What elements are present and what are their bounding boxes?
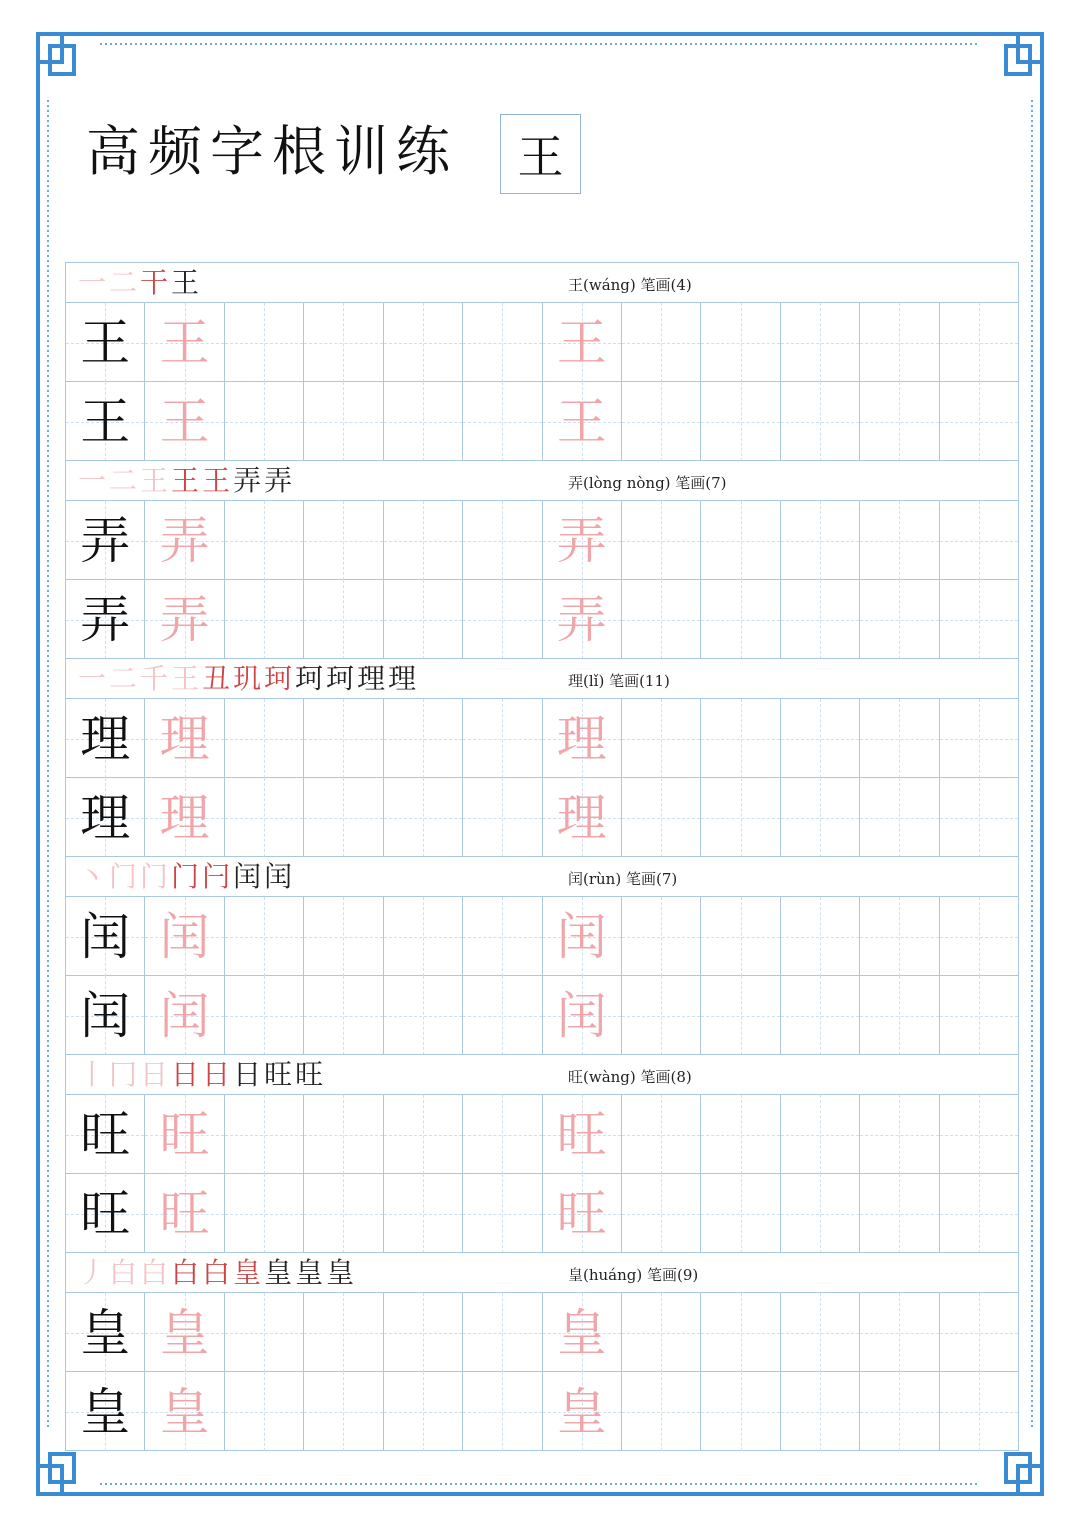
model-character: 王 bbox=[80, 313, 131, 372]
stroke-step: 理 bbox=[357, 662, 386, 695]
writing-cell[interactable] bbox=[860, 1174, 939, 1253]
writing-cell[interactable] bbox=[225, 501, 304, 580]
writing-cell[interactable] bbox=[940, 1372, 1019, 1451]
trace-character: 弄 bbox=[556, 511, 607, 570]
writing-cell[interactable] bbox=[225, 382, 304, 461]
writing-cell[interactable] bbox=[463, 976, 542, 1055]
writing-cell[interactable] bbox=[622, 1095, 701, 1174]
writing-cell[interactable] bbox=[940, 501, 1019, 580]
stroke-step: 丿 bbox=[78, 1256, 107, 1289]
practice-row bbox=[65, 1292, 1019, 1371]
trace-character: 王 bbox=[159, 313, 210, 372]
stroke-step: 一 bbox=[78, 266, 107, 299]
writing-cell[interactable] bbox=[543, 1372, 622, 1451]
writing-cell[interactable] bbox=[940, 1293, 1019, 1372]
stroke-step: 日 bbox=[233, 1058, 262, 1091]
writing-cell[interactable] bbox=[940, 580, 1019, 659]
writing-cell[interactable] bbox=[940, 382, 1019, 461]
trace-character: 弄 bbox=[159, 590, 210, 649]
writing-cell[interactable] bbox=[304, 580, 383, 659]
pinyin-stroke-count: 闰(rùn) 笔画(7) bbox=[568, 870, 678, 888]
writing-cell[interactable] bbox=[701, 382, 780, 461]
writing-cell[interactable] bbox=[304, 699, 383, 778]
trace-character: 理 bbox=[556, 788, 607, 847]
practice-row bbox=[65, 579, 1019, 658]
writing-cell[interactable] bbox=[384, 580, 463, 659]
trace-character: 旺 bbox=[159, 1105, 210, 1164]
writing-cell[interactable] bbox=[622, 1293, 701, 1372]
stroke-step: 旺 bbox=[264, 1058, 293, 1091]
stroke-step: 门 bbox=[140, 860, 169, 893]
writing-cell[interactable] bbox=[860, 501, 939, 580]
model-character: 弄 bbox=[80, 590, 131, 649]
writing-cell[interactable] bbox=[701, 976, 780, 1055]
trace-character: 皇 bbox=[556, 1303, 607, 1362]
trace-character: 闰 bbox=[556, 907, 607, 966]
writing-cell[interactable] bbox=[304, 778, 383, 857]
writing-cell[interactable] bbox=[463, 1174, 542, 1253]
writing-cell[interactable] bbox=[543, 897, 622, 976]
writing-cell[interactable] bbox=[225, 580, 304, 659]
writing-cell[interactable] bbox=[622, 778, 701, 857]
stroke-step: 干 bbox=[140, 266, 169, 299]
writing-cell[interactable] bbox=[66, 976, 145, 1055]
stroke-step: 丶 bbox=[78, 860, 107, 893]
writing-cell[interactable] bbox=[860, 303, 939, 382]
stroke-step: 皇 bbox=[233, 1256, 262, 1289]
writing-cell[interactable] bbox=[622, 303, 701, 382]
writing-cell[interactable] bbox=[860, 976, 939, 1055]
writing-cell[interactable] bbox=[384, 1372, 463, 1451]
stroke-order-sequence bbox=[78, 661, 416, 697]
practice-row bbox=[65, 1094, 1019, 1173]
writing-cell[interactable] bbox=[66, 580, 145, 659]
writing-cell[interactable] bbox=[66, 501, 145, 580]
writing-cell[interactable] bbox=[543, 382, 622, 461]
trace-character: 旺 bbox=[556, 1105, 607, 1164]
writing-cell[interactable] bbox=[145, 976, 224, 1055]
writing-cell[interactable] bbox=[225, 897, 304, 976]
stroke-step: 珂 bbox=[264, 662, 293, 695]
stroke-step: 皇 bbox=[326, 1256, 355, 1289]
stroke-order-sequence bbox=[78, 463, 292, 499]
writing-cell[interactable] bbox=[66, 1293, 145, 1372]
writing-cell[interactable] bbox=[622, 976, 701, 1055]
trace-character: 理 bbox=[556, 709, 607, 768]
stroke-order-sequence bbox=[78, 1057, 323, 1093]
writing-cell[interactable] bbox=[384, 1293, 463, 1372]
trace-character: 旺 bbox=[556, 1184, 607, 1243]
writing-cell[interactable] bbox=[622, 897, 701, 976]
stroke-step: 旺 bbox=[295, 1058, 324, 1091]
trace-character: 理 bbox=[159, 788, 210, 847]
writing-cell[interactable] bbox=[781, 382, 860, 461]
model-character: 皇 bbox=[80, 1303, 131, 1362]
stroke-step: 门 bbox=[109, 860, 138, 893]
writing-cell[interactable] bbox=[781, 699, 860, 778]
writing-cell[interactable] bbox=[304, 1293, 383, 1372]
writing-cell[interactable] bbox=[384, 976, 463, 1055]
stroke-step: 冂 bbox=[109, 1058, 138, 1091]
writing-cell[interactable] bbox=[781, 1293, 860, 1372]
trace-character: 闰 bbox=[556, 986, 607, 1045]
practice-row bbox=[65, 896, 1019, 975]
writing-cell[interactable] bbox=[940, 897, 1019, 976]
character-info-row bbox=[65, 262, 1019, 302]
writing-cell[interactable] bbox=[543, 1095, 622, 1174]
writing-cell[interactable] bbox=[701, 303, 780, 382]
writing-cell[interactable] bbox=[622, 382, 701, 461]
trace-character: 闰 bbox=[159, 907, 210, 966]
writing-cell[interactable] bbox=[384, 501, 463, 580]
writing-cell[interactable] bbox=[781, 1095, 860, 1174]
stroke-order-sequence bbox=[78, 265, 199, 301]
writing-cell[interactable] bbox=[384, 382, 463, 461]
trace-character: 王 bbox=[159, 392, 210, 451]
writing-cell[interactable] bbox=[701, 1293, 780, 1372]
writing-cell[interactable] bbox=[145, 1372, 224, 1451]
writing-cell[interactable] bbox=[66, 778, 145, 857]
writing-cell[interactable] bbox=[543, 699, 622, 778]
writing-cell[interactable] bbox=[701, 778, 780, 857]
writing-cell[interactable] bbox=[543, 501, 622, 580]
trace-character: 闰 bbox=[159, 986, 210, 1045]
writing-cell[interactable] bbox=[304, 1095, 383, 1174]
writing-cell[interactable] bbox=[463, 1293, 542, 1372]
stroke-step: 丑 bbox=[202, 662, 231, 695]
writing-cell[interactable] bbox=[145, 1174, 224, 1253]
writing-cell[interactable] bbox=[145, 1095, 224, 1174]
writing-cell[interactable] bbox=[701, 897, 780, 976]
writing-cell[interactable] bbox=[781, 897, 860, 976]
trace-character: 皇 bbox=[159, 1303, 210, 1362]
writing-cell[interactable] bbox=[463, 303, 542, 382]
stroke-step: 皇 bbox=[264, 1256, 293, 1289]
writing-cell[interactable] bbox=[304, 382, 383, 461]
writing-cell[interactable] bbox=[622, 1174, 701, 1253]
stroke-order-sequence bbox=[78, 859, 292, 895]
writing-cell[interactable] bbox=[225, 976, 304, 1055]
writing-cell[interactable] bbox=[66, 699, 145, 778]
writing-cell[interactable] bbox=[304, 1372, 383, 1451]
stroke-step: 王 bbox=[140, 464, 169, 497]
writing-cell[interactable] bbox=[384, 699, 463, 778]
practice-row bbox=[65, 698, 1019, 777]
root-character-box bbox=[500, 114, 581, 194]
stroke-step: 闰 bbox=[233, 860, 262, 893]
stroke-step: 闩 bbox=[202, 860, 231, 893]
stroke-step: 白 bbox=[140, 1256, 169, 1289]
pinyin-stroke-count: 王(wáng) 笔画(4) bbox=[568, 276, 692, 294]
writing-cell[interactable] bbox=[225, 1293, 304, 1372]
writing-cell[interactable] bbox=[145, 382, 224, 461]
practice-sheet bbox=[65, 262, 1019, 1451]
writing-cell[interactable] bbox=[304, 501, 383, 580]
writing-cell[interactable] bbox=[860, 580, 939, 659]
writing-cell[interactable] bbox=[384, 897, 463, 976]
stroke-step: 白 bbox=[171, 1256, 200, 1289]
writing-cell[interactable] bbox=[384, 303, 463, 382]
writing-cell[interactable] bbox=[940, 699, 1019, 778]
pinyin-stroke-count: 皇(huáng) 笔画(9) bbox=[568, 1266, 699, 1284]
pinyin-stroke-count: 理(lǐ) 笔画(11) bbox=[568, 672, 670, 690]
stroke-step: 王 bbox=[171, 662, 200, 695]
writing-cell[interactable] bbox=[543, 580, 622, 659]
writing-cell[interactable] bbox=[463, 382, 542, 461]
stroke-step: 丨 bbox=[78, 1058, 107, 1091]
writing-cell[interactable] bbox=[543, 1293, 622, 1372]
writing-cell[interactable] bbox=[225, 303, 304, 382]
practice-row bbox=[65, 1371, 1019, 1450]
trace-character: 王 bbox=[556, 313, 607, 372]
stroke-step: 弄 bbox=[264, 464, 293, 497]
writing-cell[interactable] bbox=[940, 778, 1019, 857]
trace-character: 理 bbox=[159, 709, 210, 768]
trace-character: 旺 bbox=[159, 1184, 210, 1243]
writing-cell[interactable] bbox=[860, 1293, 939, 1372]
stroke-step: 千 bbox=[140, 662, 169, 695]
writing-cell[interactable] bbox=[622, 699, 701, 778]
character-info-row bbox=[65, 658, 1019, 698]
writing-cell[interactable] bbox=[622, 580, 701, 659]
writing-cell[interactable] bbox=[781, 778, 860, 857]
stroke-step: 日 bbox=[202, 1058, 231, 1091]
writing-cell[interactable] bbox=[463, 1095, 542, 1174]
writing-cell[interactable] bbox=[463, 897, 542, 976]
practice-row bbox=[65, 975, 1019, 1054]
stroke-step: 玑 bbox=[233, 662, 262, 695]
writing-cell[interactable] bbox=[66, 1174, 145, 1253]
writing-cell[interactable] bbox=[860, 897, 939, 976]
writing-cell[interactable] bbox=[463, 1372, 542, 1451]
character-info-row bbox=[65, 856, 1019, 896]
writing-cell[interactable] bbox=[860, 1372, 939, 1451]
stroke-step: 二 bbox=[109, 662, 138, 695]
practice-row bbox=[65, 777, 1019, 856]
stroke-step: 日 bbox=[171, 1058, 200, 1091]
writing-cell[interactable] bbox=[145, 778, 224, 857]
writing-cell[interactable] bbox=[781, 580, 860, 659]
stroke-step: 王 bbox=[171, 464, 200, 497]
stroke-step: 珂 bbox=[326, 662, 355, 695]
writing-cell[interactable] bbox=[225, 699, 304, 778]
writing-cell[interactable] bbox=[940, 1174, 1019, 1253]
stroke-step: 闰 bbox=[264, 860, 293, 893]
character-info-row bbox=[65, 1252, 1019, 1292]
writing-cell[interactable] bbox=[145, 897, 224, 976]
trace-character: 弄 bbox=[159, 511, 210, 570]
stroke-step: 白 bbox=[109, 1256, 138, 1289]
writing-cell[interactable] bbox=[304, 1174, 383, 1253]
writing-cell[interactable] bbox=[543, 303, 622, 382]
model-character: 闰 bbox=[80, 986, 131, 1045]
writing-cell[interactable] bbox=[145, 303, 224, 382]
writing-cell[interactable] bbox=[543, 976, 622, 1055]
writing-cell[interactable] bbox=[66, 897, 145, 976]
writing-cell[interactable] bbox=[145, 699, 224, 778]
writing-cell[interactable] bbox=[384, 778, 463, 857]
page-title: 高频字根训练 bbox=[86, 120, 458, 183]
stroke-step: 皇 bbox=[295, 1256, 324, 1289]
model-character: 闰 bbox=[80, 907, 131, 966]
writing-cell[interactable] bbox=[701, 580, 780, 659]
stroke-step: 王 bbox=[171, 266, 200, 299]
root-character: 王 bbox=[517, 130, 564, 184]
trace-character: 王 bbox=[556, 392, 607, 451]
writing-cell[interactable] bbox=[701, 699, 780, 778]
model-character: 旺 bbox=[80, 1184, 131, 1243]
writing-cell[interactable] bbox=[781, 1372, 860, 1451]
stroke-step: 珂 bbox=[295, 662, 324, 695]
stroke-step: 白 bbox=[202, 1256, 231, 1289]
writing-cell[interactable] bbox=[543, 1174, 622, 1253]
model-character: 弄 bbox=[80, 511, 131, 570]
stroke-step: 理 bbox=[388, 662, 417, 695]
character-info-row bbox=[65, 1054, 1019, 1094]
character-info-row bbox=[65, 460, 1019, 500]
writing-cell[interactable] bbox=[701, 1095, 780, 1174]
writing-cell[interactable] bbox=[543, 778, 622, 857]
writing-cell[interactable] bbox=[463, 699, 542, 778]
writing-cell[interactable] bbox=[384, 1095, 463, 1174]
writing-cell[interactable] bbox=[225, 1095, 304, 1174]
writing-cell[interactable] bbox=[701, 1372, 780, 1451]
writing-cell[interactable] bbox=[860, 1095, 939, 1174]
writing-cell[interactable] bbox=[781, 976, 860, 1055]
writing-cell[interactable] bbox=[66, 1372, 145, 1451]
model-character: 皇 bbox=[80, 1382, 131, 1441]
writing-cell[interactable] bbox=[66, 303, 145, 382]
writing-cell[interactable] bbox=[940, 303, 1019, 382]
writing-cell[interactable] bbox=[781, 303, 860, 382]
model-character: 王 bbox=[80, 392, 131, 451]
stroke-step: 王 bbox=[202, 464, 231, 497]
writing-cell[interactable] bbox=[622, 1372, 701, 1451]
writing-cell[interactable] bbox=[304, 303, 383, 382]
writing-cell[interactable] bbox=[225, 1372, 304, 1451]
practice-row bbox=[65, 1173, 1019, 1252]
stroke-step: 二 bbox=[109, 266, 138, 299]
stroke-step: 二 bbox=[109, 464, 138, 497]
practice-row bbox=[65, 302, 1019, 381]
corner-top-left bbox=[38, 34, 90, 90]
model-character: 理 bbox=[80, 788, 131, 847]
writing-cell[interactable] bbox=[463, 501, 542, 580]
stroke-step: 日 bbox=[140, 1058, 169, 1091]
writing-cell[interactable] bbox=[384, 1174, 463, 1253]
writing-cell[interactable] bbox=[145, 501, 224, 580]
trace-character: 皇 bbox=[159, 1382, 210, 1441]
writing-cell[interactable] bbox=[225, 1174, 304, 1253]
trace-character: 弄 bbox=[556, 590, 607, 649]
pinyin-stroke-count: 旺(wàng) 笔画(8) bbox=[568, 1068, 692, 1086]
writing-cell[interactable] bbox=[304, 897, 383, 976]
writing-cell[interactable] bbox=[304, 976, 383, 1055]
writing-cell[interactable] bbox=[781, 501, 860, 580]
writing-cell[interactable] bbox=[781, 1174, 860, 1253]
practice-row bbox=[65, 500, 1019, 579]
model-character: 旺 bbox=[80, 1105, 131, 1164]
writing-cell[interactable] bbox=[66, 382, 145, 461]
writing-cell[interactable] bbox=[940, 1095, 1019, 1174]
stroke-step: 门 bbox=[171, 860, 200, 893]
practice-row bbox=[65, 381, 1019, 460]
writing-cell[interactable] bbox=[860, 699, 939, 778]
writing-cell[interactable] bbox=[463, 580, 542, 659]
writing-cell[interactable] bbox=[66, 1095, 145, 1174]
writing-cell[interactable] bbox=[701, 501, 780, 580]
writing-cell[interactable] bbox=[860, 778, 939, 857]
writing-cell[interactable] bbox=[622, 501, 701, 580]
model-character: 理 bbox=[80, 709, 131, 768]
writing-cell[interactable] bbox=[463, 778, 542, 857]
writing-cell[interactable] bbox=[145, 1293, 224, 1372]
writing-cell[interactable] bbox=[701, 1174, 780, 1253]
writing-cell[interactable] bbox=[860, 382, 939, 461]
stroke-step: 一 bbox=[78, 464, 107, 497]
trace-character: 皇 bbox=[556, 1382, 607, 1441]
stroke-step: 弄 bbox=[233, 464, 262, 497]
writing-cell[interactable] bbox=[940, 976, 1019, 1055]
pinyin-stroke-count: 弄(lòng nòng) 笔画(7) bbox=[568, 474, 727, 492]
writing-cell[interactable] bbox=[225, 778, 304, 857]
stroke-order-sequence bbox=[78, 1255, 354, 1291]
writing-cell[interactable] bbox=[145, 580, 224, 659]
stroke-step: 一 bbox=[78, 662, 107, 695]
